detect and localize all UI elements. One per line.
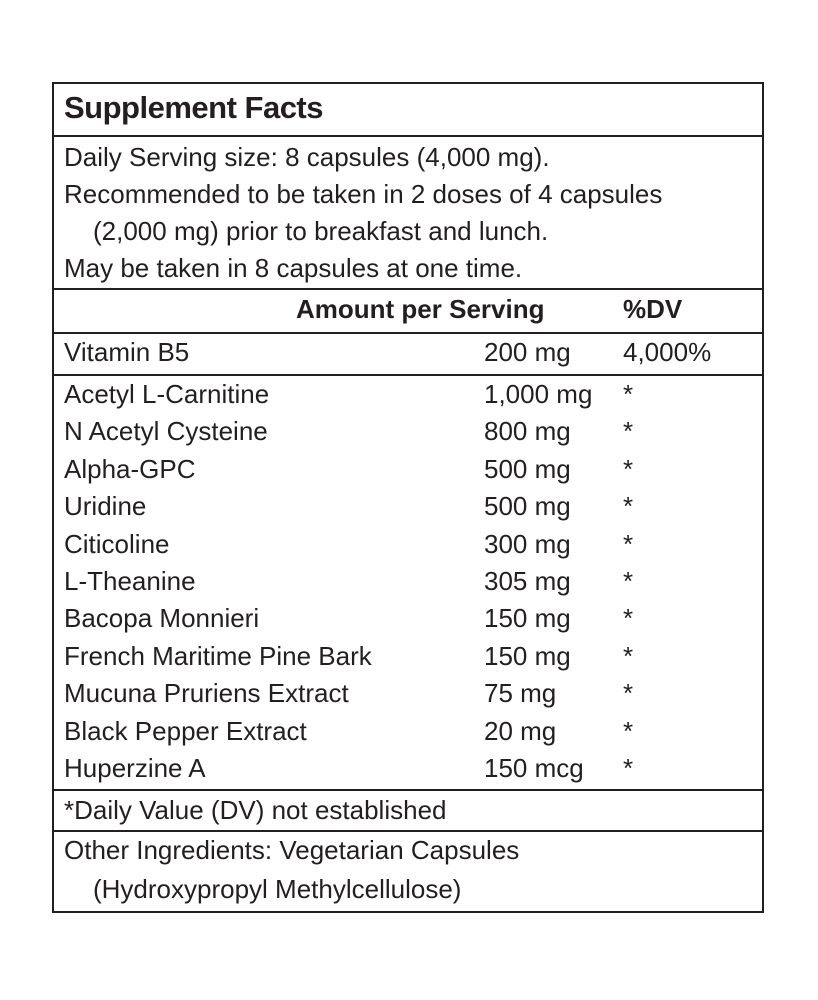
ingredient-amount: 150 mcg xyxy=(484,753,584,783)
ingredient-daily-value: * xyxy=(623,603,634,634)
ingredient-amount: 150 mg xyxy=(484,640,571,671)
ingredient-daily-value: * xyxy=(623,453,634,484)
title-divider xyxy=(54,135,762,137)
ingredient-amount: 800 mg xyxy=(484,416,571,447)
supplement-facts-panel xyxy=(52,82,764,913)
footnote-divider xyxy=(54,830,762,832)
ingredient-amount: 300 mg xyxy=(484,528,571,559)
ingredient-daily-value: * xyxy=(623,379,634,409)
ingredient-amount: 305 mg xyxy=(484,566,571,596)
ingredient-amount: 1,000 mg xyxy=(484,379,593,409)
amount-per-serving-header: Amount per Serving xyxy=(296,294,545,324)
ingredient-amount: 75 mg xyxy=(484,678,557,709)
ingredient-name: Alpha-GPC xyxy=(64,453,196,484)
ingredient-daily-value: * xyxy=(623,566,634,596)
single-dose-line: May be taken in 8 capsules at one time. xyxy=(64,253,523,283)
ingredient-daily-value: * xyxy=(623,528,634,559)
vitamin-name: Vitamin B5 xyxy=(64,337,190,367)
ingredient-amount: 500 mg xyxy=(484,491,571,522)
vitamin-daily-value: 4,000% xyxy=(623,337,712,367)
other-ingredients-line: Other Ingredients: Vegetarian Capsules xyxy=(64,835,520,865)
header-divider xyxy=(54,332,762,334)
ingredients-divider xyxy=(54,789,762,791)
ingredient-daily-value: * xyxy=(623,491,634,522)
serving-divider xyxy=(54,288,762,290)
ingredient-daily-value: * xyxy=(623,753,634,783)
ingredient-name: Black Pepper Extract xyxy=(64,715,307,746)
ingredient-daily-value: * xyxy=(623,715,634,746)
ingredient-name: Uridine xyxy=(64,491,147,522)
panel-title: Supplement Facts xyxy=(64,90,323,125)
ingredient-name: Acetyl L-Carnitine xyxy=(64,379,270,409)
ingredient-daily-value: * xyxy=(623,640,634,671)
ingredient-name: Bacopa Monnieri xyxy=(64,603,260,634)
ingredient-name: N Acetyl Cysteine xyxy=(64,416,268,447)
daily-value-header: %DV xyxy=(623,294,683,324)
ingredient-name: Mucuna Pruriens Extract xyxy=(64,678,349,709)
ingredient-daily-value: * xyxy=(623,678,634,709)
ingredient-name: Huperzine A xyxy=(64,753,206,783)
other-ingredients-continued: (Hydroxypropyl Methylcellulose) xyxy=(93,874,462,904)
ingredient-amount: 20 mg xyxy=(484,715,557,746)
ingredient-daily-value: * xyxy=(623,416,634,447)
dosing-line-continued: (2,000 mg) prior to breakfast and lunch. xyxy=(93,216,549,246)
vitamin-divider xyxy=(54,374,762,376)
ingredient-amount: 500 mg xyxy=(484,453,571,484)
serving-size-line: Daily Serving size: 8 capsules (4,000 mg). xyxy=(64,142,550,172)
vitamin-amount: 200 mg xyxy=(484,337,571,367)
ingredient-amount: 150 mg xyxy=(484,603,571,634)
daily-value-footnote: *Daily Value (DV) not established xyxy=(64,795,447,825)
ingredient-name: French Maritime Pine Bark xyxy=(64,640,372,671)
dosing-line: Recommended to be taken in 2 doses of 4 capsules xyxy=(64,179,663,209)
ingredient-name: Citicoline xyxy=(64,528,170,559)
ingredient-name: L-Theanine xyxy=(64,566,196,596)
